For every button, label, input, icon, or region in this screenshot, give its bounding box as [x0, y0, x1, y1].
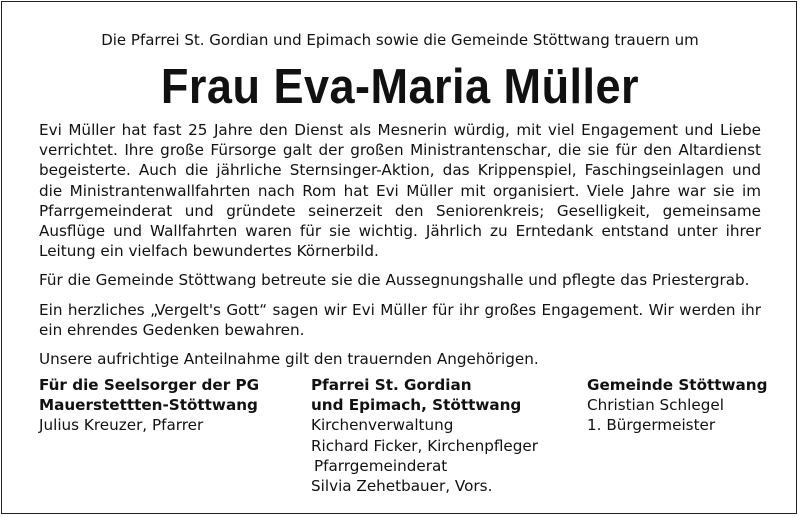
paragraph-tribute: Evi Müller hat fast 25 Jahre den Dienst als Mesnerin würdig, mit viel Engagement und Liebe verrichtet. Ihre große Fürsorge galt der großen Ministrantenschar, die sie für den Altardienst begeisterte. Auch die jährliche Sternsinger-Aktion, das Krippenspiel, Faschingseinlagen und die Ministrantenwallfahrten nach Rom hat Evi Müller mit organisiert. Viele Jahre war sie im Pfarrgemeinderat und gründete seinerzeit den Seniorenkreis; Geselligkeit, gemeinsame Ausflüge und Wallfahrten waren für sie wichtig. Jährlich zu Erntedank entstand unter ihrer Leitung ein vielfach bewundertes Körnerbild.	[39, 121, 761, 261]
paragraph-condolence: Unsere aufrichtige Anteilnahme gilt den trauernden Angehörigen.	[39, 350, 539, 369]
deceased-name: Frau Eva-Maria Müller	[160, 60, 640, 114]
signature-heading: Mauerstettten-Stöttwang	[39, 396, 258, 415]
signature-line: Christian Schlegel	[587, 396, 724, 415]
signature-line: Silvia Zehetbauer, Vors.	[311, 477, 493, 496]
signature-line: 1. Bürgermeister	[587, 416, 716, 435]
intro-line: Die Pfarrei St. Gordian und Epimach sowie die Gemeinde Stöttwang trauern um	[101, 31, 699, 49]
signature-heading: Pfarrei St. Gordian	[311, 376, 472, 394]
signature-heading: Gemeinde Stöttwang	[587, 376, 768, 394]
signature-line: Julius Kreuzer, Pfarrer	[39, 416, 204, 435]
signature-parish	[311, 375, 538, 496]
paragraph-community: Für die Gemeinde Stöttwang betreute sie die Aussegnungshalle und pflegte das Priestergrab.	[39, 271, 750, 290]
signature-line: Pfarrgemeinderat	[314, 456, 448, 475]
signature-line: Richard Ficker, Kirchenpfleger	[311, 436, 539, 455]
signature-parish-clergy	[39, 375, 259, 436]
signature-heading: und Epimach, Stöttwang	[311, 396, 522, 415]
signature-municipality	[587, 375, 768, 436]
signature-line: Kirchenverwaltung	[311, 416, 454, 435]
obituary-body	[39, 120, 761, 378]
paragraph-thanks: Ein herzliches „Vergelt's Gott“ sagen wir Evi Müller für ihr großes Engagement. Wir werden ihr ein ehrendes Gedenken bewahren.	[39, 300, 761, 339]
signature-heading: Für die Seelsorger der PG	[39, 376, 260, 394]
